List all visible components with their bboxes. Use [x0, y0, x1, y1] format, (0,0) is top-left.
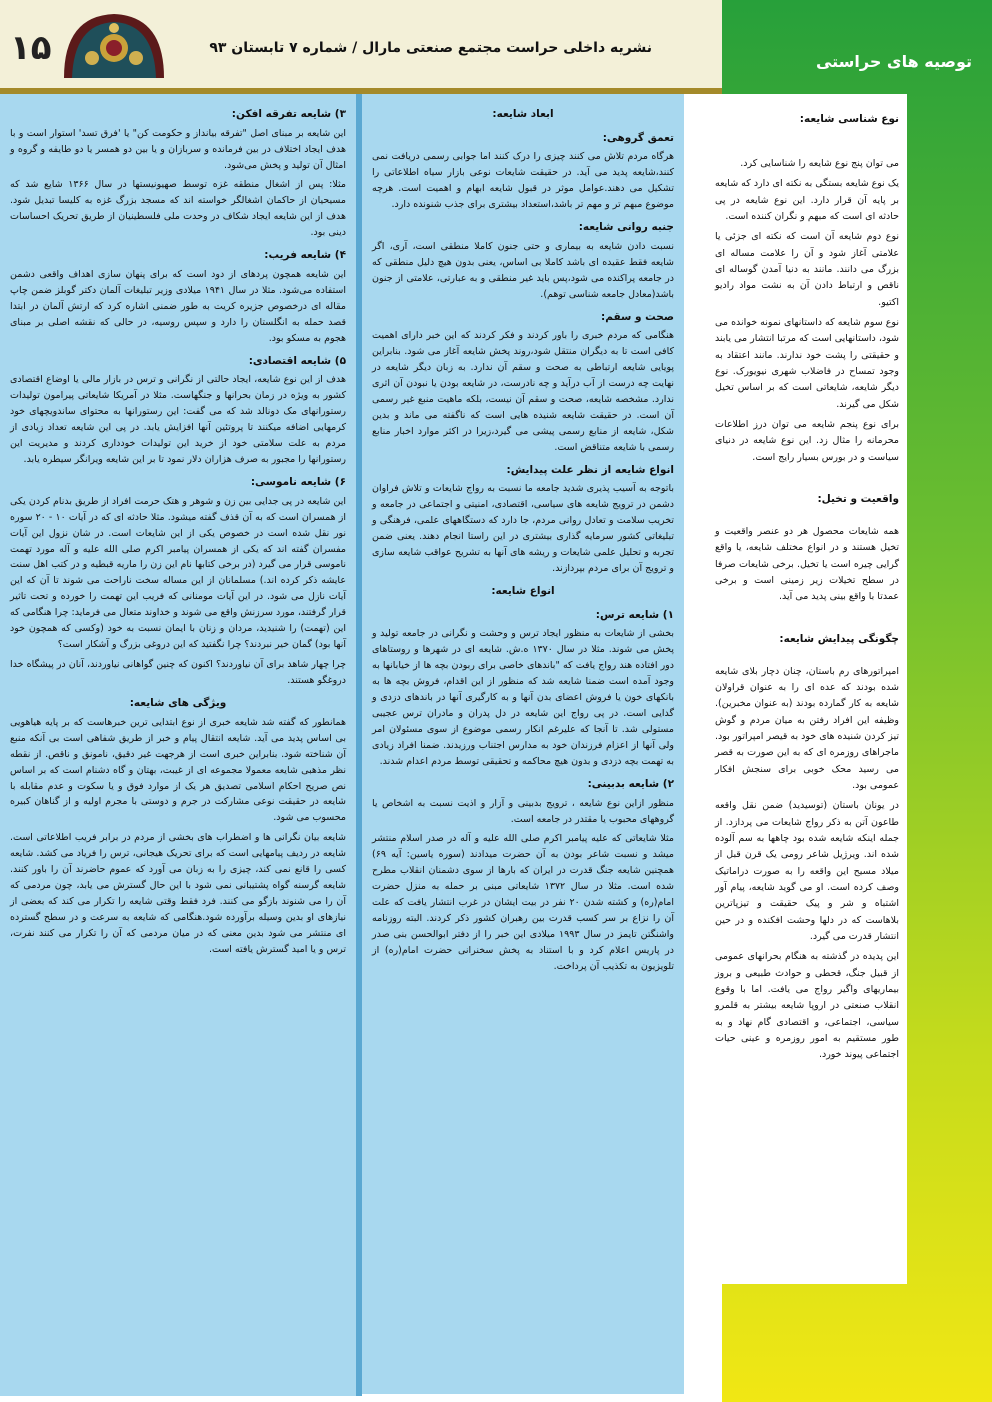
type-para-1: می توان پنج نوع شایعه را شناسایی کرد. [740, 158, 899, 170]
publication-title: نشریه داخلی حراست مجتمع صنعتی مارال / شماره ۷ تابستان ۹۳ [209, 40, 652, 56]
honor-para-2: چرا چهار شاهد برای آن نیاوردند؟ اکنون که چنین گواهانی نیاوردند، آنان در پیشگاه خدا دروغگو هستند. [10, 659, 346, 687]
features-para-1: همانطور که گفته شد شایعه خبری از نوع ابتدایی ترین خبرهاست که بر پایه هیاهویی بی اساس پدید می آید. شایعه انتقال پیام و خبر از طریق شفاهی است بی آنکه منبع آن شناخته شود. بنابراین خبری است از هرجهت غیر دقیق، نامونق و ناقص. از نقطه نظر مذهبی شایعه معمولا مجموعه ای از غیبت، بهتان و گاه دشنام است که بر اساس نص صریح احکام اسلامی تصدیق هر یک از موارد فوق و یا سکوت و عدم مقابله با شایعه در حقیقت نوعی مشارکت در جرم و دوستی با مجرم اولیه و از گناهان کبیره محسوب می شود. [10, 716, 346, 824]
origin-heading: چگونگی پیدایش شایعه: [779, 632, 899, 645]
spacer [715, 510, 899, 524]
pessimism-para-1: منظور ازاین نوع شایعه ، ترویج بدبینی و آزار و اذیت نسبت به اشخاص یا گروههای محبوب یا مقتدر در جامعه است. [372, 797, 674, 825]
honor-para-1: این شایعه در پی جدایی بین زن و شوهر و هتک حرمت افراد از طریق بدنام کردن یکی از همسران است که به آن قذف گفته میشود. مثلا حادثه ای که در آیات ۱۰ - ۲۰ سوره نور نقل شده است در خصوص یکی از این شایعات است. در شان نزول این آیات مفسران گفته اند که یکی از همسران پیامبر اکرم صلی الله علیه و آله مورد تهمت ناموسی قرار می گیرد (در برخی کتابها نام این زن را ماریه قبطیه و در کتب اهل سنت عایشه ذکر کرده اند.) مسلمانان از این مساله سخت ناراحت می شوند تا آن که این آیات نازل می شود. در این آیات مومنانی که فریب این تهمت را خورده و تحت تاثیر قرار گرفتند، مورد سرزنش واقع می شوند و خداوند متعال می فرماید: چرا هنگامی که این (تهمت) را شنیدید، مردان و زنان با ایمان نسبت به خود (وکسی که همچون خود آنها بود) گمان خیر نبردند؟ چرا نگفتید که این دروغی بزرگ و آشکار است؟ [10, 495, 347, 651]
spacer [715, 610, 899, 624]
types-heading: انواع شایعه: [491, 585, 555, 598]
spacer [715, 470, 899, 484]
deceit-para: این شایعه همچون پردهای از دود است که برای پنهان سازی اهداف واقعی دشمن استفاده می‌شود. مثلا در سال ۱۹۴۱ میلادی وزیر تبلیغات آلمان دکتر گوبلز ضمن چاپ مقاله ای درخصوص جزیره کریت به طور ضمنی اشاره کرد که ارتش آلمان در ابتدا قصد حمله به انگلستان را دارد و سپس روسیه، در حالی که نقشه اصلی بر مبنای هجوم به مسکو بود. [10, 268, 346, 344]
economic-para: هدف از این نوع شایعه، ایجاد حالتی از نگرانی و ترس در بازار مالی یا اوضاع اقتصادی کشور به ویژه در زمان بحرانها و جنگهاست. مثلا در آمریکا شایعاتی پیرامون تولیدات رستورانهای مک دونالد شد که می گفت: این رستورانها به محتوای ساندویچهای خود کرمهایی اضافه میکنند تا پروتئین آنها افزایش یابد. در پی این شایعه تعداد زیادی از مردم به علت سلامتی خود از خرید این تولیدات خودداری کردند و مدیریت این رستورانها را مجبور به صرف هزاران دلار نمود تا بر این شایعه ویرانگر سیطره یابد. [10, 374, 346, 466]
right-column [707, 94, 907, 1284]
pessimism-heading: ۲) شایعه بدبینی: [587, 777, 674, 790]
origin-para-3: این پدیده در گذشته به هنگام بحرانهای عمومی از قبیل جنگ، قحطی و حوادث طبیعی و بروز بیماریهای واگیر رواج می یافت. اما با وقوع انقلاب صنعتی در اروپا شایعه بیشتر به قلمرو سیاسی، اجتماعی، و اقتصادی گام نهاد و به طور مستقیم به امور روزمره و عینی حیات اجتماعی پیوند خورد. [715, 951, 899, 1061]
group-para: هرگاه مردم تلاش می کنند چیزی را درک کنند اما جوابی رسمی دریافت نمی کنند،شایعه پدید می آید. در حقیقت شایعات نوعی بازار سیاه اطلاعاتی را تشکیل می دهند.عوامل موثر در قبول شایعه ابهام و اهمیت است. هرچه موضوع مبهم تر و مهم تر باشد،استعداد بیشتری برای جذب شنونده دارد. [372, 151, 674, 211]
reality-para: همه شایعات محصول هر دو عنصر واقعیت و تخیل هستند و در انواع مختلف شایعه، یا واقع گرایی چیره است یا تخیل. برخی شایعات صرفا در سطح تخیلات زیر زمینی است و برخی عمدتا با واقع بینی پدید می آید. [715, 526, 899, 603]
type-para-5: برای نوع پنجم شایعه می توان درز اطلاعات محرمانه را مثال زد. این نوع شایعه در دنیای سیاست و در بورس بسیار رایج است. [715, 418, 899, 463]
causes-para: باتوجه به آسیب پذیری شدید جامعه ما نسبت به رواج شایعات و تلاش فراوان دشمن در ترویج شایعه های سیاسی، اقتصادی، امنیتی و اجتماعی در جامعه و تخریب سلامت و تعادل روانی مردم، جا دارد که دستگاههای علمی، فرهنگی و تبلیغاتی کشور سرمایه گذاری بیشتری در این راستا انجام دهند. یعنی ضمن تجربه و تحلیل علمی شایعات و ریشه های آنها به تشریح عواقب شایعه سازی و ترویج آن برای مردم بپردازند. [372, 483, 674, 575]
deceit-heading: ۴) شایعه فریب: [264, 249, 346, 262]
division-para-1: این شایعه بر مبنای اصل "تفرقه بیانداز و حکومت کن" یا 'فرق تسد' استوار است و با هدف ایجاد اختلاف در بین فرمانده و سربازان و یا بین دو همسر یا دو طایفه و گروه و امثال آن تولید و پخش می‌شود. [10, 127, 346, 171]
page-number: ۱۵ [10, 28, 52, 68]
reality-heading: واقعیت و تخیل: [817, 492, 899, 505]
dims-heading: ابعاد شایعه: [492, 108, 554, 120]
type-para-4: نوع سوم شایعه که داستانهای نمونه خوانده می شود، داستانهایی است که مرتبا انتشار می یابند و حقیقتی را پشت خود ندارند. مانند اعتقاد به وجود تمساح در فاضلاب شهری نیویورک. نوع دیگر شایعه، شایعاتی است که بر اساس تخیل شکل می گیرند. [715, 317, 899, 410]
type-para-3: نوع دوم شایعه آن است که نکته ای جزئی یا علامتی آغاز شود و آن را علامت مساله ای بزرگ می دانند. مانند به دنیا آمدن گوساله ای ناقص و ارتباط دادن آن به نشت مواد رادیو اکتیو. [715, 231, 899, 308]
column-divider [356, 94, 362, 1396]
page-header [0, 0, 722, 88]
origin-para-2: در یونان باستان (توسیدید) ضمن نقل واقعه طاعون آتن به ذکر رواج شایعات می پردازد. از جمله اینکه شایعه شده بود چاهها به سم آلوده شده اند. ویرژیل شاعر رومی یک قرن قبل از میلاد مسیح این واقعه را به صورت دراماتیک وصف کرده است. او می گوید شایعه، پیام آور اشتباه و شر و پیک حقیقت و تیزپاترین بلاهاست که در دلها وحشت افکنده و در حین انتشار قدرت می گیرد. [715, 800, 899, 942]
ornament-icon [64, 12, 164, 78]
section-title: توصیه های حراستی [815, 52, 972, 71]
fear-para: بخشی از شایعات به منظور ایجاد ترس و وحشت و نگرانی در جامعه تولید و پخش می شوند. مثلا در سال ۱۳۷۰ ه.ش. شایعه ای در شهرها و روستاهای دور افتاده هند رواج یافت که "باندهای خاصی برای ربودن بچه ها از خیابانها به وجود آمده است ضمنا شایعه شد که منظور از این اقدام، فروش بچه ها به بانکهای خون یا فروش اعضای بدن آنها و به کارگیری آنها در باندهای دزدی و گدایی است. در پی رواج این شایعه در دل پدران و مادران ترس عجیبی مستولی شد. تا آنجا که علیرغم انکار رسمی موضوع از سوی مسئولان امر ولی آنها از اعزام فرزندان خود به مدارس اجتناب ورزیدند. ضمنا افراد زیادی به تهمت بچه دزدی و بدون هیچ محاکمه و تحقیقی توسط مردم اعدام شدند. [372, 628, 674, 767]
left-column [0, 94, 356, 1396]
validity-para: هنگامی که مردم خبری را باور کردند و فکر کردند که این خبر دارای اهمیت کافی است تا به دیگران منتقل شود،روند پخش شایعه آغاز می شود. بنابراین پویایی شایعه ارتباطی به صحت و سقم آن ندارد. به زبان دیگر شایعه در نهایت چه درست از آب درآید و چه نادرست، در شایعه بودن یا نبودن آن اثری ندارد. مشخصه شایعه، صحت و سقم آن نیست، بلکه ماهیت منبع غیر رسمی آن است. در حقیقت شایعه شنیده هایی است که ناگفته می ماند و بدین شکل، شایعه از منابع رسمی پیشی می گیرد،زیرا در اکثر موارد اخبار منابع رسمی با شایعه متناقض است. [372, 330, 674, 453]
spacer [715, 650, 899, 664]
psych-heading: جنبه روانی شایعه: [578, 221, 674, 234]
group-heading: تعمق گروهی: [602, 131, 674, 144]
validity-heading: صحت و سقم: [601, 310, 674, 323]
features-heading: ویژگی های شایعه: [129, 697, 227, 710]
section-tab [722, 46, 992, 82]
type-para-2: یک نوع شایعه بستگی به نکته ای دارد که شایعه بر پایه آن قرار دارد. این نوع شایعه در پی حادثه ای است که مبهم و نگران کننده است. [714, 178, 899, 223]
spacer [715, 130, 899, 156]
division-heading: ۳) شایعه تفرقه افکن: [231, 108, 346, 120]
honor-heading: ۶) شایعه ناموسی: [250, 476, 346, 489]
psych-para: نسبت دادن شایعه به بیماری و حتی جنون کاملا منطقی است، آری، اگر شایعه فقط عقیده ای باشد کاملا بی اساس، یعنی بدون هیچ دلیل منطقی که در جامعه پراکنده می شود،پس باید غیر منطقی و به عبارتی، علامتی از جنون باشد(معادل جامعه شناسی توهم). [372, 240, 674, 300]
economic-heading: ۵) شایعه اقتصادی: [248, 354, 346, 367]
fear-heading: ۱) شایعه ترس: [595, 608, 674, 621]
middle-column [362, 94, 684, 1394]
type-heading: نوع شناسی شایعه: [799, 113, 899, 125]
causes-heading: انواع شایعه از نظر علت پیدایش: [506, 463, 674, 476]
pessimism-para-2: مثلا شایعاتی که علیه پیامبر اکرم صلی الله علیه و آله در صدر اسلام منتشر میشد و نسبت شاعر بودن به آن حضرت میدادند (سوره یاسین: آیه ۶۹) همچنین شایعه جنگ قدرت در ایران که بارها از سوی دشمنان انقلاب مطرح شده است. مثلا در سال ۱۳۷۲ شایعاتی مبنی بر حمله به منزل حضرت امام(ره) و کشته شدن ۲۰ نفر در بیت ایشان در غرب انتشار یافت که علت آن را نزاع بر سر کسب قدرت بین رهبران کشور ذکر کردند. البته روزنامه واشنگتن تایمز در سال ۱۹۹۳ میلادی این خبر را از دفتر ابوالحسن بنی صدر در پاریس اعلام کرد و با استناد به پخش سخنرانی حضرت امام(ره) از تلویزیون به تکذیب آن پرداخت. [372, 833, 675, 973]
features-para-2: شایعه بیان نگرانی ها و اضطراب های بخشی از مردم در برابر فریب اطلاعاتی است. شایعه در ردیف پیامهایی است که برای تحریک هیجانی، ترس را فریاد می کشد. شایعه کسی را قانع نمی کند، چیزی را به زبان می آورد که عموم حاضرند آن را باور کنند. شایعه گرسنه گواه پشتیبانی نمی شود با این حال گسترش می یابد، چون مردمی که آن را می شنوند بازگو می کنند. فرد فقط وقتی شایعه را تکرار می کند که بعضی از نیازهای او بدین وسیله برآورده شود.هنگامی که شایعه به سرعت و در سطح گسترده ای منتشر می شود بدین معنی که در میان مردمی که آن را تکرار می کنند نفرت، ترس و یا امید گسترش یافته است. [10, 832, 346, 956]
origin-para-1: امپراتورهای رم باستان، چنان دچار بلای شایعه شده بودند که عده ای را به عنوان قراولان شایعه به کار گمارده بودند (به عنوان مخبرین). وظیفه این افراد رفتن به میان مردم و گوش تیز کردن شنیده های خود به قیصر امپراتور بود. ماجراهای روزمره ای که به این صورت به قصر می رسید محک خوبی برای سنجش افکار عمومی بود. [715, 665, 899, 791]
division-para-2: مثلا: پس از اشغال منطقه غزه توسط صهیونیستها در سال ۱۳۶۶ شایع شد که مسیحیان از حاکمان اشغالگر خواسته اند که مسجد بزرگ غزه به کلیسا تبدیل شود. هدف از این شایعه ایجاد شکاف در وحدت ملی فلسطینیان از طریق تحریک احساسات دینی بود. [10, 179, 346, 239]
